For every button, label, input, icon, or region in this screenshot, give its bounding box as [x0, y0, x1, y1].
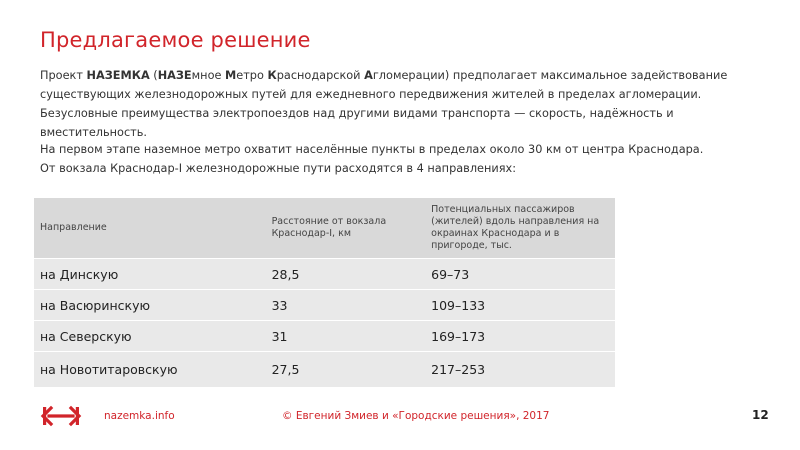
table-row — [34, 290, 615, 321]
abbr-bold-3: К — [267, 69, 277, 82]
directions-table — [34, 198, 615, 387]
brand-name: НАЗЕМКА — [86, 69, 150, 82]
header-direction: Направление — [34, 198, 266, 259]
abbr-normal-3: раснодарской — [276, 69, 365, 82]
intro-paragraph — [40, 66, 770, 142]
cell-passengers: 69–73 — [425, 259, 615, 290]
website-link[interactable]: nazemka.info — [104, 410, 175, 422]
cell-direction: на Северскую — [34, 321, 266, 352]
abbr-bold-4: А — [364, 69, 373, 82]
cell-direction: на Динскую — [34, 259, 266, 290]
header-passengers: Потенциальных пассажиров (жителей) вдоль направления на окраинах Краснодара и в пригороде, тыс. — [425, 198, 615, 259]
table-header-row — [34, 198, 615, 259]
cell-distance: 27,5 — [266, 352, 426, 388]
cell-distance: 31 — [266, 321, 426, 352]
copyright-text: © Евгений Змиев и «Городские решения», 2017 — [282, 410, 550, 422]
stage-line-2: От вокзала Краснодар-I железнодорожные пути расходятся в 4 направлениях: — [40, 162, 517, 175]
cell-distance: 28,5 — [266, 259, 426, 290]
abbr-normal-2: етро — [236, 69, 268, 82]
abbr-bold-2: М — [225, 69, 237, 82]
cell-passengers: 109–133 — [425, 290, 615, 321]
abbr-normal-1: мное — [191, 69, 226, 82]
intro-prefix: Проект — [40, 69, 87, 82]
table-row — [34, 321, 615, 352]
slide-title: Предлагаемое решение — [40, 28, 311, 52]
paren-open: ( — [149, 69, 158, 82]
intro-rest: ) предполагает максимальное задействование существующих железнодорожных путей для ежедневного передвижения жителей в пределах агломерации. Безусловные преимущества электропоездов над другими видами транспорта — скорость, надёжность и вместительность. — [40, 69, 728, 139]
cell-direction: на Новотитаровскую — [34, 352, 266, 388]
table-row — [34, 259, 615, 290]
page-number: 12 — [752, 408, 769, 422]
stage-line-1: На первом этапе наземное метро охватит населённые пункты в пределах около 30 км от центра Краснодара. — [40, 143, 704, 156]
abbr-normal-4: гломерации — [372, 69, 445, 82]
cell-distance: 33 — [266, 290, 426, 321]
nazemka-logo-icon — [40, 405, 82, 427]
header-distance: Расстояние от вокзала Краснодар-I, км — [266, 198, 426, 259]
cell-direction: на Васюринскую — [34, 290, 266, 321]
cell-passengers: 169–173 — [425, 321, 615, 352]
abbr-bold-1: НАЗЕ — [157, 69, 192, 82]
cell-passengers: 217–253 — [425, 352, 615, 388]
stage-paragraph — [40, 140, 770, 178]
table-row — [34, 352, 615, 388]
